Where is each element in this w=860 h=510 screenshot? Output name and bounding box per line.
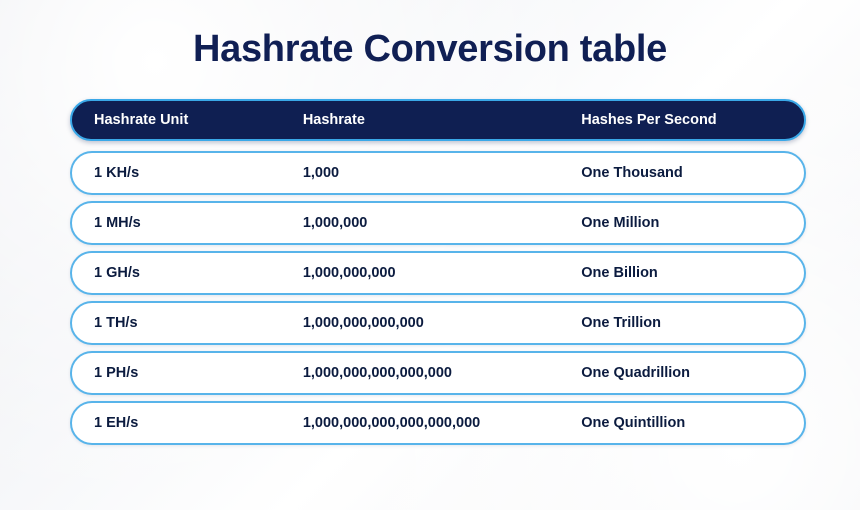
column-header-hashrate: Hashrate: [302, 112, 365, 128]
cell-unit: 1 GH/s: [94, 265, 140, 281]
hashrate-conversion-table: [70, 99, 806, 451]
table-header-row: [70, 99, 806, 141]
cell-hashes-per-second: One Quintillion: [581, 415, 686, 431]
table-row: [70, 351, 806, 395]
cell-hashrate: 1,000,000: [302, 215, 368, 231]
cell-hashes-per-second: One Thousand: [581, 165, 683, 181]
cell-hashrate: 1,000,000,000,000,000: [302, 365, 452, 381]
cell-unit: 1 EH/s: [94, 415, 139, 431]
cell-hashrate: 1,000,000,000,000,000,000: [302, 415, 481, 431]
column-header-hashrate-unit: Hashrate Unit: [94, 112, 189, 128]
cell-hashes-per-second: One Quadrillion: [581, 365, 691, 381]
cell-hashes-per-second: One Billion: [581, 265, 658, 281]
table-row: [70, 201, 806, 245]
table-row: [70, 251, 806, 295]
cell-hashes-per-second: One Trillion: [581, 315, 662, 331]
page-title: Hashrate Conversion table: [193, 28, 667, 70]
cell-unit: 1 PH/s: [94, 365, 139, 381]
cell-unit: 1 MH/s: [94, 215, 141, 231]
cell-hashrate: 1,000,000,000,000: [302, 315, 424, 331]
table-row: [70, 301, 806, 345]
column-header-hashes-per-second: Hashes Per Second: [581, 112, 717, 128]
cell-unit: 1 KH/s: [94, 165, 140, 181]
table-row: [70, 151, 806, 195]
cell-hashes-per-second: One Million: [581, 215, 660, 231]
cell-unit: 1 TH/s: [94, 315, 138, 331]
cell-hashrate: 1,000,000,000: [302, 265, 396, 281]
table-row: [70, 401, 806, 445]
cell-hashrate: 1,000: [302, 165, 340, 181]
